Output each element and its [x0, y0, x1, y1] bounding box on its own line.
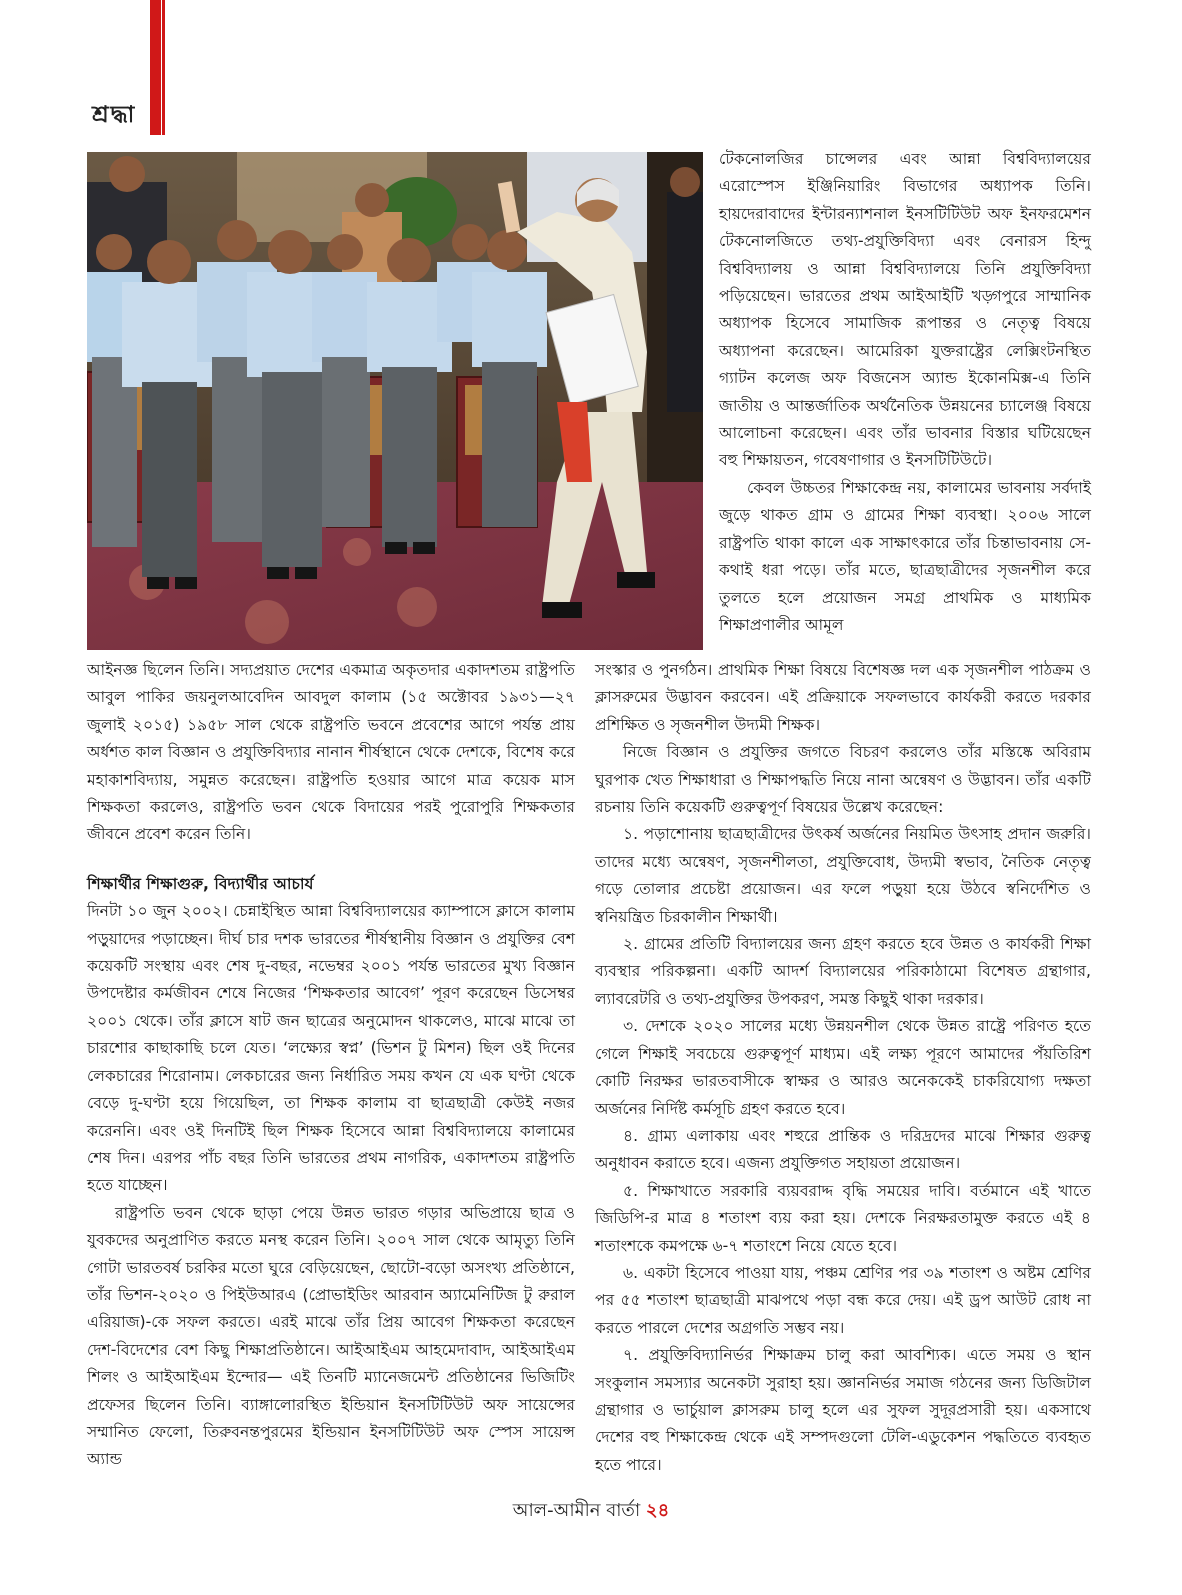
right-column-bottom [595, 657, 1091, 1479]
paragraph: সংস্কার ও পুনর্গঠন। প্রাথমিক শিক্ষা বিষয়ে বিশেষজ্ঞ দল এক সৃজনশীল পাঠক্রম ও ক্লাসরুমের উদ্ভাবন করবেন। এই প্রক্রিয়াকে সফলভাবে কার্যকরী করতে দরকার প্রশিক্ষিত ও সৃজনশীল উদ্যমী শিক্ষক। [595, 661, 1091, 734]
page-footer [0, 1496, 1182, 1527]
left-column [87, 657, 575, 1474]
right-column-top [719, 146, 1091, 639]
paragraph: কেবল উচ্চতর শিক্ষাকেন্দ্র নয়, কালামের ভাবনায় সর্বদাই জুড়ে থাকত গ্রাম ও গ্রামের শিক্ষা ব্যবস্থা। ২০০৬ সালে রাষ্ট্রপতি থাকা কালে এক সাক্ষাৎকারে তাঁর চিন্তাভাবনায় সে-কথাই ধরা পড়ে। তাঁর মতে, ছাত্রছাত্রীদের সৃজনশীল করে তুলতে হলে প্রয়োজন সমগ্র প্রাথমিক ও মাধ্যমিক শিক্ষাপ্রণালীর আমূল [719, 478, 1091, 634]
page-number: ২৪ [645, 1500, 670, 1521]
footer-title: আল-আমীন বার্তা [512, 1500, 641, 1521]
section-label: শ্রদ্ধা [92, 102, 137, 128]
list-item: ৫. শিক্ষাখাতে সরকারি ব্যয়বরাদ্দ বৃদ্ধি সময়ের দাবি। বর্তমানে এই খাতে জিডিপি-র মাত্র ৪ শতাংশ ব্যয় করা হয়। দেশকে নিরক্ষরতামুক্ত করতে এই ৪ শতাংশকে কমপক্ষে ৬-৭ শতাংশে নিয়ে যেতে হবে। [595, 1181, 1091, 1255]
header-red-bar [150, 0, 161, 135]
list-item: ১. পড়াশোনায় ছাত্রছাত্রীদের উৎকর্ষ অর্জনের নিয়মিত উৎসাহ প্রদান জরুরি। তাদের মধ্যে অন্বেষণ, সৃজনশীলতা, প্রযুক্তিবোধ, উদ্যমী স্বভাব, নৈতিক নেতৃত্ব গড়ে তোলার প্রচেষ্টা প্রয়োজন। এর ফলে পড়ুয়া হয়ে উঠবে স্বনির্দেশিত ও স্বনিয়ন্ত্রিত চিরকালীন শিক্ষার্থী। [595, 825, 1091, 926]
list-item: ৪. গ্রাম্য এলাকায় এবং শহুরে প্রান্তিক ও দরিদ্রদের মাঝে শিক্ষার গুরুত্ব অনুধাবন করাতে হবে। এজন্য প্রযুক্তিগত সহায়তা প্রয়োজন। [595, 1126, 1091, 1173]
list-item: ৬. একটা হিসেবে পাওয়া যায়, পঞ্চম শ্রেণির পর ৩৯ শতাংশ ও অষ্টম শ্রেণির পর ৫৫ শতাংশ ছাত্রছাত্রী মাঝপথে পড়া বন্ধ করে দেয়। এই ড্রপ আউট রোধ না করতে পারলে দেশের অগ্রগতি সম্ভব নয়। [595, 1263, 1091, 1337]
paragraph: দিনটা ১০ জুন ২০০২। চেন্নাইস্থিত আন্না বিশ্ববিদ্যালয়ের ক্যাম্পাসে ক্লাসে কালাম পড়ুয়াদের পড়াচ্ছেন। দীর্ঘ চার দশক ভারতের শীর্ষস্থানীয় বিজ্ঞান ও প্রযুক্তির বেশ কয়েকটি সংস্থায় এবং শেষ দু-বছর, নভেম্বর ২০০১ পর্যন্ত ভারতের মুখ্য বিজ্ঞান উপদেষ্টার কর্মজীবন শেষে নিজের ‘শিক্ষকতার আবেগ’ পূরণ করেছেন ডিসেম্বর ২০০১ থেকে। তাঁর ক্লাসে ষাট জন ছাত্রের অনুমোদন থাকলেও, মাঝে মাঝে তা চারশোর কাছাকাছি চলে যেত। ‘লক্ষ্যের স্বপ্ন’ (ভিশন টু মিশন) ছিল ওই দিনের লেকচারের শিরোনাম। লেকচারের জন্য নির্ধারিত সময় কখন যে এক ঘণ্টা থেকে বেড়ে দু-ঘণ্টা হয়ে গিয়েছিল, তা শিক্ষক কালাম বা ছাত্রছাত্রী কেউই নজর করেননি। এবং ওই দিনটিই ছিল শিক্ষক হিসেবে আন্না বিশ্ববিদ্যালয়ে কালামের শেষ দিন। এরপর পাঁচ বছর তিনি ভারতের প্রথম নাগরিক, একাদশতম রাষ্ট্রপতি হতে যাচ্ছেন। [87, 902, 575, 1195]
list-item: ৭. প্রযুক্তিবিদ্যানির্ভর শিক্ষাক্রম চালু করা আবশ্যিক। এতে সময় ও স্থান সংকুলান সমস্যার অনেকটা সুরাহা হয়। জ্ঞাননির্ভর সমাজ গঠনের জন্য ডিজিটাল গ্রন্থাগার ও ভার্চুয়াল ক্লাসরুম চালু হলে এর সুফল সুদূরপ্রসারী হয়। একসাথে দেশের বহু শিক্ষাকেন্দ্র থেকে এই সম্পদগুলো টেলি-এডুকেশন পদ্ধতিতে ব্যবহৃত হতে পারে। [595, 1346, 1091, 1474]
photo-kalam-with-students [87, 152, 703, 650]
list-item: ৩. দেশকে ২০২০ সালের মধ্যে উন্নয়নশীল থেকে উন্নত রাষ্ট্রে পরিণত হতে গেলে শিক্ষাই সবচেয়ে গুরুত্বপূর্ণ মাধ্যম। এই লক্ষ্য পূরণে আমাদের পঁয়তিরিশ কোটি নিরক্ষর ভারতবাসীকে স্বাক্ষর ও আরও অনেককেই চাকরিযোগ্য দক্ষতা অর্জনের নির্দিষ্ট কর্মসূচি গ্রহণ করতে হবে। [595, 1017, 1091, 1118]
paragraph: রাষ্ট্রপতি ভবন থেকে ছাড়া পেয়ে উন্নত ভারত গড়ার অভিপ্রায়ে ছাত্র ও যুবকদের অনুপ্রাণিত করতে মনস্থ করেন তিনি। ২০০৭ সাল থেকে আমৃত্যু তিনি গোটা ভারতবর্ষ চরকির মতো ঘুরে বেড়িয়েছেন, ছোটো-বড়ো অসংখ্য প্রতিষ্ঠানে, তাঁর ভিশন-২০২০ ও পিইউআরএ (প্রোভাইডিং আরবান অ্যামেনিটিজ টু রুরাল এরিয়াজ)-কে সফল করতে। এরই মাঝে তাঁর প্রিয় আবেগ শিক্ষকতা করেছেন দেশ-বিদেশের বেশ কিছু শিক্ষাপ্রতিষ্ঠানে। আইআইএম আহমেদাবাদ, আইআইএম শিলং ও আইআইএম ইন্দোর— এই তিনটি ম্যানেজমেন্ট প্রতিষ্ঠানের ভিজিটিং প্রফেসর ছিলেন তিনি। ব্যাঙ্গালোরস্থিত ইন্ডিয়ান ইনসটিটিউট অফ সায়েন্সের সম্মানিত ফেলো, তিরুবনন্তপুরমের ইন্ডিয়ান ইনসটিটিউট অফ স্পেস সায়েন্স অ্যান্ড [87, 1203, 575, 1469]
paragraph: নিজে বিজ্ঞান ও প্রযুক্তির জগতে বিচরণ করলেও তাঁর মস্তিষ্কে অবিরাম ঘুরপাক খেত শিক্ষাধারা ও শিক্ষাপদ্ধতি নিয়ে নানা অন্বেষণ ও উদ্ভাবন। তাঁর একটি রচনায় তিনি কয়েকটি গুরুত্বপূর্ণ বিষয়ের উল্লেখ করেছেন: [595, 743, 1091, 817]
paragraph: আইনজ্ঞ ছিলেন তিনি। সদ্যপ্রয়াত দেশের একমাত্র অকৃতদার একাদশতম রাষ্ট্রপতি আবুল পাকির জয়নুলআবেদিন আবদুল কালাম (১৫ অক্টোবর ১৯৩১—২৭ জুলাই ২০১৫) ১৯৫৮ সাল থেকে রাষ্ট্রপতি ভবনে প্রবেশের আগে পর্যন্ত প্রায় অর্ধশত কাল বিজ্ঞান ও প্রযুক্তিবিদ্যার নানান শীর্ষস্থানে থেকে দেশকে, বিশেষ করে মহাকাশবিদ্যায়, সমুন্নত করেছেন। রাষ্ট্রপতি হওয়ার আগে মাত্র কয়েক মাস শিক্ষকতা করলেও, রাষ্ট্রপতি ভবন থেকে বিদায়ের পরই পুরোপুরি শিক্ষকতার জীবনে প্রবেশ করেন তিনি। [87, 661, 575, 844]
paragraph: টেকনোলজির চান্সেলর এবং আন্না বিশ্ববিদ্যালয়ের এরোস্পেস ইঞ্জিনিয়ারিং বিভাগের অধ্যাপক তিনি। হায়দেরাবাদের ইন্টারন্যাশনাল ইনসটিটিউট অফ ইনফরমেশন টেকনোলজিতে তথ্য-প্রযুক্তিবিদ্যা এবং বেনারস হিন্দু বিশ্ববিদ্যালয় ও আন্না বিশ্ববিদ্যালয়ে তিনি প্রযুক্তিবিদ্যা পড়িয়েছেন। ভারতের প্রথম আইআইটি খড়্গপুরে সাম্মানিক অধ্যাপক হিসেবে সামাজিক রূপান্তর ও নেতৃত্ব বিষয়ে অধ্যাপনা করেছেন। আমেরিকা যুক্তরাষ্ট্রের লেক্সিংটনস্থিত গ্যাটন কলেজ অফ বিজনেস অ্যান্ড ইকোনমিক্স-এ তিনি জাতীয় ও আন্তর্জাতিক অর্থনৈতিক উন্নয়নের চ্যালেঞ্জ বিষয়ে আলোচনা করেছেন। এবং তাঁর ভাবনার বিস্তার ঘটিয়েছেন বহু শিক্ষায়তন, গবেষণাগার ও ইনসটিটিউটে। [719, 150, 1091, 470]
section-heading: শিক্ষার্থীর শিক্ষাগুরু, বিদ্যার্থীর আচার্য [87, 874, 314, 893]
list-item: ২. গ্রামের প্রতিটি বিদ্যালয়ের জন্য গ্রহণ করতে হবে উন্নত ও কার্যকরী শিক্ষা ব্যবস্থার পরিকল্পনা। একটি আদর্শ বিদ্যালয়ের পরিকাঠামো বিশেষত গ্রন্থাগার, ল্যাবরেটরি ও তথ্য-প্রযুক্তির উপকরণ, সমস্ত কিছুই থাকা দরকার। [595, 935, 1091, 1008]
header-red-rule [162, 0, 165, 135]
